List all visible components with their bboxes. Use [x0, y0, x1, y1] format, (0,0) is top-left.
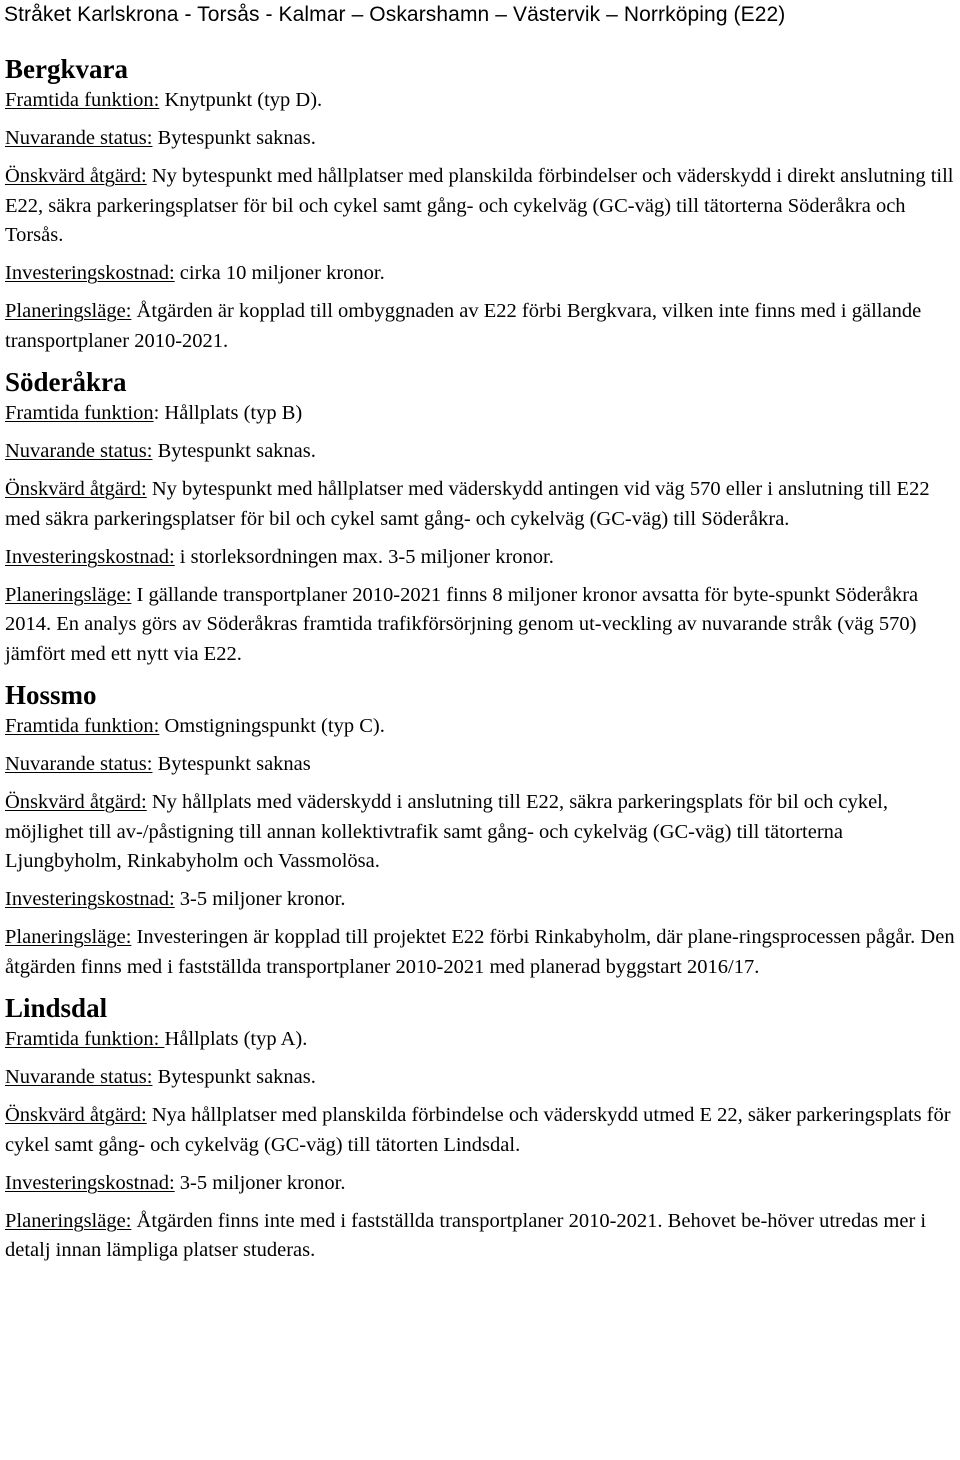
paragraph-framtida-funktion	[5, 399, 955, 429]
field-label: Nuvarande status:	[5, 440, 153, 462]
field-label: Nuvarande status:	[5, 127, 153, 149]
paragraph-nuvarande-status	[5, 437, 955, 467]
paragraph-onskvard-atgard	[5, 788, 955, 877]
field-text: i storleksordningen max. 3-5 miljoner kronor.	[174, 545, 554, 568]
field-text: : Hållplats (typ B)	[153, 402, 303, 424]
field-text: Ny hållplats med väderskydd i anslutning till E22, säkra parkeringsplats för bil och cykel, möjlighet till av-/påstigning till annan kollektivtrafik samt gång- och cykelväg (GC-väg) till tätorterna Ljungbyholm, Rinkabyholm och Vassmolösa.	[5, 791, 889, 872]
paragraph-framtida-funktion	[5, 712, 955, 742]
section-title: Söderåkra	[5, 367, 127, 397]
paragraph-onskvard-atgard	[5, 162, 955, 251]
field-text: Bytespunkt saknas	[152, 753, 311, 775]
paragraph-framtida-funktion	[5, 1025, 955, 1055]
field-text: Investeringen är kopplad till projektet E22 förbi Rinkabyholm, där plane-ringsprocessen pågår. Den åtgärden finns med i fastställda transportplaner 2010-2021 med planerad byggstart 2016/17.	[5, 926, 955, 978]
field-text: cirka 10 miljoner kronor.	[174, 262, 385, 284]
paragraph-investeringskostnad	[5, 543, 955, 573]
running-header: Stråket Karlskrona - Torsås - Kalmar – Oskarshamn – Västervik – Norrköping (E22)	[4, 3, 786, 26]
field-text: Nya hållplatser med planskilda förbindelse och väderskydd utmed E 22, säker parkeringsplats för cykel samt gång- och cykelväg (GC-väg) till tätorten Lindsdal.	[5, 1104, 951, 1156]
field-label: Planeringsläge:	[5, 1209, 132, 1232]
field-label: Investeringskostnad:	[5, 1171, 175, 1194]
field-text: Åtgärden är kopplad till ombyggnaden av E22 förbi Bergkvara, vilken inte finns med i gällande transportplaner 2010-2021.	[5, 300, 922, 352]
paragraph-nuvarande-status	[5, 1063, 955, 1093]
field-text: 3-5 miljoner kronor.	[174, 888, 346, 910]
field-label: Framtida funktion:	[5, 715, 160, 737]
field-label: Önskvärd åtgärd:	[5, 478, 147, 500]
field-label: Planeringsläge:	[5, 926, 132, 948]
field-label: Investeringskostnad:	[5, 545, 175, 568]
field-text: Bytespunkt saknas.	[152, 1066, 316, 1088]
field-text: Hållplats (typ A).	[164, 1028, 308, 1050]
field-text: Ny bytespunkt med hållplatser med väderskydd antingen vid väg 570 eller i anslutning till E22 med säkra parkeringsplatser för bil och cykel samt gång- och cykelväg (GC-väg) till Söderåkra.	[5, 478, 930, 530]
field-label: Önskvärd åtgärd:	[5, 165, 147, 187]
paragraph-nuvarande-status	[5, 750, 955, 780]
field-label: Framtida funktion	[5, 402, 154, 424]
paragraph-onskvard-atgard	[5, 1101, 955, 1160]
field-label: Önskvärd åtgärd:	[5, 791, 147, 813]
field-text: Åtgärden finns inte med i fastställda transportplaner 2010-2021. Behovet be-höver utredas mer i detalj innan lämpliga platser studeras.	[5, 1209, 927, 1261]
field-label: Nuvarande status:	[5, 753, 153, 775]
paragraph-nuvarande-status	[5, 124, 955, 154]
field-label: Nuvarande status:	[5, 1066, 153, 1088]
field-text: Knytpunkt (typ D).	[159, 89, 323, 111]
paragraph-onskvard-atgard	[5, 475, 955, 534]
section-title: Bergkvara	[5, 54, 128, 84]
field-label: Framtida funktion:	[5, 1028, 165, 1050]
paragraph-investeringskostnad	[5, 1169, 955, 1199]
field-label: Önskvärd åtgärd:	[5, 1104, 147, 1126]
paragraph-planeringslage	[5, 297, 955, 356]
field-label: Planeringsläge:	[5, 583, 132, 606]
paragraph-investeringskostnad	[5, 259, 955, 289]
paragraph-investeringskostnad	[5, 885, 955, 915]
section-title: Hossmo	[5, 680, 97, 710]
section-title: Lindsdal	[5, 993, 108, 1023]
paragraph-planeringslage	[5, 581, 955, 670]
field-label: Planeringsläge:	[5, 300, 132, 322]
section-hossmo	[5, 678, 955, 982]
document-body	[5, 52, 955, 1275]
section-bergkvara	[5, 52, 955, 356]
field-text: Omstigningspunkt (typ C).	[159, 715, 385, 737]
section-soderakra	[5, 365, 955, 669]
paragraph-framtida-funktion	[5, 86, 955, 116]
field-text: I gällande transportplaner 2010-2021 finns 8 miljoner kronor avsatta för byte-spunkt Söderåkra 2014. En analys görs av Söderåkras framtida trafikförsörjning genom ut-veckling av nuvarande stråk (väg 570) jämfört med ett nytt via E22.	[5, 583, 919, 665]
field-label: Framtida funktion:	[5, 89, 160, 111]
field-text: 3-5 miljoner kronor.	[174, 1171, 346, 1194]
field-label: Investeringskostnad:	[5, 262, 175, 284]
field-label: Investeringskostnad:	[5, 888, 175, 910]
paragraph-planeringslage	[5, 923, 955, 982]
field-text: Ny bytespunkt med hållplatser med planskilda förbindelser och väderskydd i direkt anslutning till E22, säkra parkeringsplatser för bil och cykel samt gång- och cykelväg (GC-väg) till tätorterna Söderåkra och Torsås.	[5, 165, 954, 246]
section-lindsdal	[5, 991, 955, 1266]
field-text: Bytespunkt saknas.	[152, 440, 316, 462]
field-text: Bytespunkt saknas.	[152, 127, 316, 149]
paragraph-planeringslage	[5, 1207, 955, 1266]
